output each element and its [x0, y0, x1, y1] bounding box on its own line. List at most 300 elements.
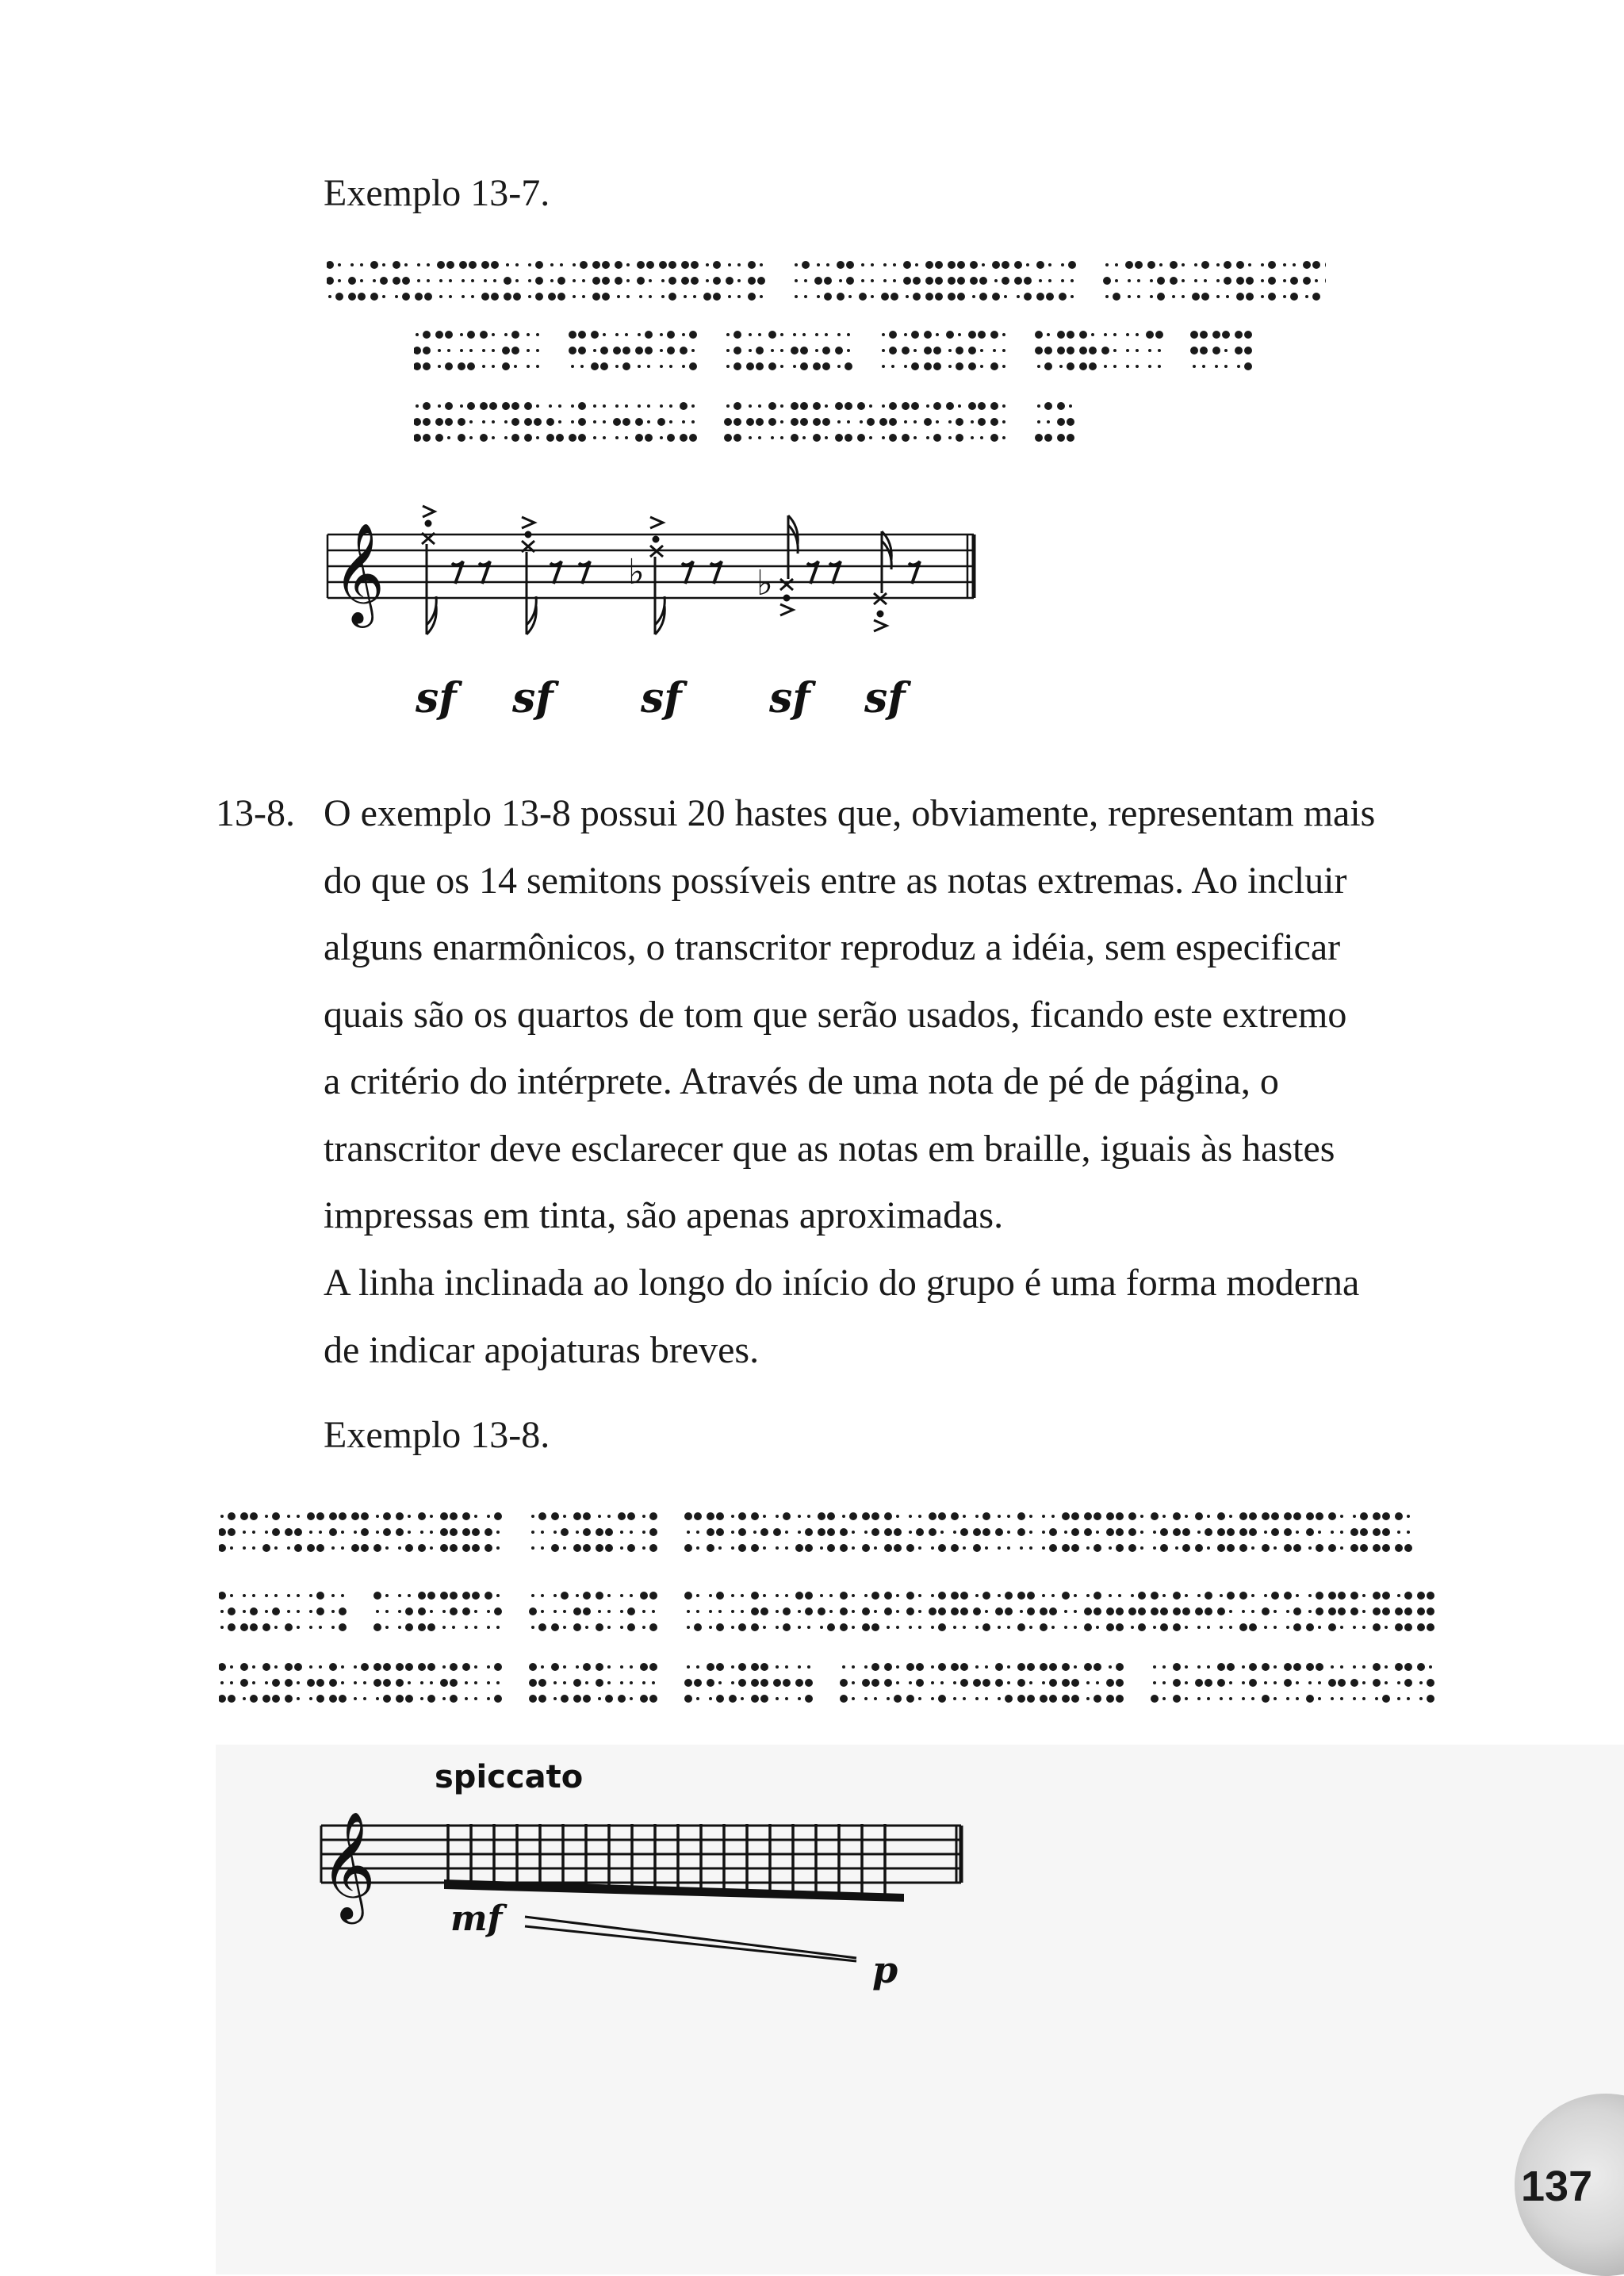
- braille-dot-raised: [822, 362, 830, 370]
- braille-dot-raised: [1427, 1592, 1434, 1600]
- braille-dot-flat: [550, 279, 553, 282]
- braille-dot-flat: [341, 1531, 344, 1534]
- braille-dot-flat: [909, 1515, 912, 1518]
- braille-dot-raised: [1062, 1544, 1070, 1552]
- braille-dot-flat: [741, 1697, 744, 1700]
- braille-dot-flat: [439, 279, 442, 282]
- braille-dot-flat: [785, 1531, 788, 1534]
- braille-dot-flat: [528, 295, 531, 298]
- braille-dot-raised: [694, 1512, 702, 1520]
- braille-dot-flat: [771, 436, 774, 439]
- braille-dot-raised: [871, 1528, 879, 1536]
- braille-dot-flat: [625, 333, 628, 336]
- braille-dot-raised: [1024, 293, 1032, 301]
- braille-dot-flat: [642, 1546, 645, 1550]
- braille-dot-flat: [1264, 1594, 1267, 1597]
- braille-dot-raised: [228, 1528, 236, 1536]
- braille-dot-raised: [450, 1679, 458, 1687]
- braille-dot-flat: [1042, 1681, 1045, 1684]
- braille-dot-flat: [1215, 365, 1218, 368]
- braille-dot-raised: [1224, 261, 1231, 269]
- braille-dot-flat: [1086, 1697, 1090, 1700]
- braille-dot-raised: [219, 1528, 226, 1536]
- braille-dot-raised: [1312, 293, 1320, 301]
- braille-dot-raised: [414, 347, 421, 354]
- braille-dot-flat: [1197, 1626, 1201, 1629]
- braille-dot-raised: [1173, 1695, 1181, 1703]
- braille-dot-flat: [936, 420, 939, 423]
- braille-dot-raised: [467, 331, 475, 339]
- braille-dot-flat: [1048, 279, 1051, 282]
- braille-dot-raised: [1262, 1544, 1270, 1552]
- braille-dot-raised: [1227, 1663, 1235, 1671]
- braille-dot-flat: [696, 1665, 699, 1669]
- braille-dot-raised: [862, 1512, 870, 1520]
- paragraph-2: [324, 1250, 1463, 1384]
- braille-dot-flat: [460, 349, 463, 352]
- braille-dot-raised: [857, 434, 865, 442]
- braille-dot-flat: [1216, 295, 1220, 298]
- braille-dot-flat: [1224, 365, 1228, 368]
- braille-dot-raised: [316, 1695, 324, 1703]
- dynamic-sf: sf: [864, 674, 906, 722]
- braille-dot-flat: [906, 295, 909, 298]
- braille-dot-raised: [1071, 1512, 1079, 1520]
- braille-dot-flat: [1061, 263, 1064, 266]
- braille-dot-raised: [262, 1663, 270, 1671]
- braille-dot-flat: [869, 436, 872, 439]
- braille-dot-flat: [1296, 1594, 1299, 1597]
- braille-dot-flat: [1264, 1681, 1267, 1684]
- braille-dot-raised: [646, 261, 654, 269]
- braille-dot-raised: [622, 418, 630, 426]
- braille-dot-raised: [1035, 331, 1043, 339]
- braille-dot-raised: [1427, 1679, 1434, 1687]
- braille-dot-flat: [1026, 263, 1029, 266]
- braille-dot-raised: [480, 331, 488, 339]
- braille-dot-raised: [551, 1623, 559, 1631]
- braille-dot-raised: [1155, 331, 1163, 339]
- braille-dot-flat: [953, 1697, 956, 1700]
- braille-dot-raised: [640, 1663, 648, 1671]
- braille-dot-raised: [1217, 1679, 1225, 1687]
- braille-dot-flat: [354, 1681, 357, 1684]
- braille-dot-raised: [1116, 1695, 1124, 1703]
- braille-dot-flat: [460, 404, 463, 408]
- braille-dot-raised: [748, 277, 756, 285]
- braille-dot-flat: [871, 279, 874, 282]
- braille-dot-flat: [1029, 1531, 1032, 1534]
- braille-dot-flat: [780, 365, 783, 368]
- braille-dot-flat: [882, 365, 885, 368]
- braille-dot-raised: [627, 1544, 635, 1552]
- braille-dot-raised: [396, 1512, 404, 1520]
- braille-dot-flat: [1274, 1546, 1277, 1550]
- braille-dot-raised: [751, 1695, 759, 1703]
- braille-dot-flat: [1086, 1546, 1090, 1550]
- braille-dot-raised: [889, 347, 897, 354]
- braille-dot-raised: [1246, 293, 1254, 301]
- braille-dot-raised: [418, 1607, 426, 1615]
- braille-dot-raised: [716, 1623, 724, 1631]
- braille-dot-flat: [1128, 295, 1131, 298]
- braille-dot-flat: [1397, 1681, 1400, 1684]
- braille-dot-raised: [1303, 277, 1311, 285]
- braille-dot-flat: [1194, 279, 1197, 282]
- braille-dot-raised: [262, 1544, 270, 1552]
- braille-dot-raised: [840, 1679, 848, 1687]
- braille-dot-raised: [973, 1679, 981, 1687]
- braille-dot-flat: [1051, 1515, 1055, 1518]
- braille-dot-raised: [1293, 1544, 1301, 1552]
- braille-dot-flat: [731, 1610, 734, 1613]
- braille-dot-flat: [985, 1665, 988, 1669]
- braille-dot-flat: [638, 365, 641, 368]
- braille-dot-raised: [1244, 347, 1252, 354]
- braille-dot-flat: [1229, 1515, 1232, 1518]
- braille-dot-raised: [659, 261, 667, 269]
- braille-dot-flat: [737, 295, 741, 298]
- braille-dot-raised: [1306, 1528, 1314, 1536]
- braille-dot-flat: [1020, 1610, 1023, 1613]
- braille-dot-flat: [1109, 1546, 1112, 1550]
- braille-dot-raised: [548, 293, 556, 301]
- braille-dot-flat: [598, 1515, 601, 1518]
- braille-dot-raised: [427, 1592, 435, 1600]
- braille-dot-flat: [287, 1594, 290, 1597]
- braille-dot-flat: [287, 1515, 290, 1518]
- braille-dot-flat: [243, 1546, 246, 1550]
- braille-dot-raised: [859, 293, 867, 301]
- braille-dot-raised: [995, 1663, 1003, 1671]
- braille-dot-raised: [396, 1679, 404, 1687]
- braille-dot-flat: [447, 436, 450, 439]
- braille-dot-raised: [1212, 347, 1220, 354]
- braille-dot-raised: [405, 1544, 413, 1552]
- braille-dot-raised: [1316, 1544, 1323, 1552]
- braille-dot-flat: [309, 1610, 312, 1613]
- braille-dot-raised: [513, 293, 521, 301]
- braille-dot-flat: [874, 1546, 877, 1550]
- braille-dot-flat: [607, 1626, 611, 1629]
- braille-dot-flat: [953, 1531, 956, 1534]
- braille-dot-raised: [450, 1512, 458, 1520]
- braille-dot-raised: [837, 293, 845, 301]
- braille-dot-raised: [840, 1544, 848, 1552]
- braille-dot-raised: [529, 1695, 537, 1703]
- braille-dot-flat: [861, 279, 864, 282]
- braille-dot-flat: [639, 295, 642, 298]
- braille-dot-flat: [1007, 1531, 1010, 1534]
- braille-dot-flat: [864, 1665, 868, 1669]
- braille-dot-flat: [382, 295, 385, 298]
- braille-dot-flat: [1126, 333, 1129, 336]
- braille-dot-raised: [768, 418, 776, 426]
- braille-dot-raised: [1382, 1512, 1390, 1520]
- braille-dot-raised: [1017, 1663, 1025, 1671]
- braille-dot-raised: [592, 261, 600, 269]
- braille-dot-flat: [696, 1697, 699, 1700]
- braille-dot-flat: [363, 1697, 366, 1700]
- braille-dot-raised: [605, 1528, 613, 1536]
- braille-dot-flat: [1318, 1697, 1321, 1700]
- braille-dot-raised: [469, 261, 477, 269]
- braille-dot-flat: [598, 1697, 601, 1700]
- braille-dot-raised: [707, 1544, 714, 1552]
- braille-dot-raised: [680, 434, 688, 442]
- braille-dot-raised: [1200, 347, 1208, 354]
- braille-dot-raised: [968, 362, 976, 370]
- braille-dot-raised: [361, 1528, 369, 1536]
- braille-dot-flat: [417, 279, 420, 282]
- braille-dot-raised: [1360, 1512, 1368, 1520]
- braille-dot-flat: [487, 1681, 490, 1684]
- braille-dot-flat: [297, 1515, 300, 1518]
- braille-dot-flat: [638, 333, 641, 336]
- braille-dot-flat: [1113, 365, 1116, 368]
- braille-dot-flat: [837, 365, 841, 368]
- braille-dot-raised: [733, 434, 741, 442]
- braille-dot-raised: [960, 1528, 968, 1536]
- braille-dot-flat: [1385, 1681, 1388, 1684]
- braille-dot-raised: [316, 1544, 324, 1552]
- braille-dot-flat: [998, 1594, 1001, 1597]
- braille-dot-flat: [1340, 1546, 1343, 1550]
- braille-dot-raised: [645, 347, 653, 354]
- braille-dot-flat: [1331, 1531, 1334, 1534]
- braille-dot-flat: [504, 333, 508, 336]
- braille-dot-flat: [860, 420, 863, 423]
- braille-dot-raised: [1262, 1607, 1270, 1615]
- braille-dot-flat: [420, 1697, 423, 1700]
- braille-dot-raised: [684, 1512, 692, 1520]
- braille-dot-raised: [393, 261, 400, 269]
- braille-dot-flat: [682, 365, 685, 368]
- braille-dot-raised: [561, 1695, 569, 1703]
- braille-dot-flat: [1104, 365, 1107, 368]
- braille-dot-flat: [265, 1681, 268, 1684]
- braille-dot-flat: [758, 404, 761, 408]
- braille-dot-raised: [1138, 1607, 1146, 1615]
- braille-dot-flat: [496, 1531, 500, 1534]
- braille-dot-raised: [948, 293, 956, 301]
- braille-dot-raised: [1395, 1623, 1403, 1631]
- braille-dot-flat: [696, 1546, 699, 1550]
- braille-dot-flat: [536, 365, 539, 368]
- braille-dot-flat: [560, 263, 563, 266]
- braille-dot-raised: [957, 261, 965, 269]
- braille-dot-flat: [1229, 1626, 1232, 1629]
- braille-dot-flat: [793, 333, 796, 336]
- braille-dot-flat: [474, 1665, 477, 1669]
- braille-dot-raised: [546, 434, 554, 442]
- braille-dot-flat: [528, 279, 531, 282]
- braille-dot-flat: [580, 365, 584, 368]
- braille-dot-flat: [936, 333, 939, 336]
- braille-dot-raised: [405, 1623, 413, 1631]
- braille-dot-raised: [791, 402, 799, 410]
- braille-dot-raised: [1235, 347, 1243, 354]
- braille-dot-flat: [948, 420, 952, 423]
- braille-dot-raised: [1113, 293, 1120, 301]
- braille-dot-raised: [1271, 1528, 1279, 1536]
- braille-dot-raised: [802, 261, 810, 269]
- braille-dot-raised: [751, 1663, 759, 1671]
- braille-dot-raised: [1017, 1695, 1025, 1703]
- braille-dot-flat: [795, 279, 798, 282]
- braille-dot-raised: [990, 331, 998, 339]
- braille-dot-flat: [438, 404, 441, 408]
- braille-dot-raised: [760, 1679, 768, 1687]
- braille-dot-flat: [1004, 295, 1007, 298]
- braille-dot-raised: [1049, 1544, 1057, 1552]
- braille-dot-flat: [474, 1515, 477, 1518]
- braille-dot-raised: [1306, 1512, 1314, 1520]
- braille-dot-flat: [1148, 349, 1151, 352]
- braille-dot-flat: [1020, 1546, 1023, 1550]
- braille-dot-raised: [1417, 1663, 1425, 1671]
- braille-dot-flat: [753, 1531, 756, 1534]
- braille-dot-raised: [262, 1695, 270, 1703]
- braille-dot-flat: [842, 1665, 845, 1669]
- braille-dot-flat: [963, 1626, 966, 1629]
- svg-text:𝄞: 𝄞: [320, 1810, 376, 1919]
- braille-dot-raised: [835, 402, 843, 410]
- braille-dot-flat: [980, 349, 983, 352]
- braille-dot-flat: [931, 1594, 934, 1597]
- braille-dot-raised: [1040, 1623, 1048, 1631]
- braille-dot-flat: [1261, 295, 1264, 298]
- braille-dot-flat: [893, 263, 896, 266]
- braille-dot-flat: [593, 404, 596, 408]
- braille-dot-flat: [1136, 333, 1139, 336]
- braille-dot-flat: [882, 404, 885, 408]
- braille-dot-flat: [802, 436, 806, 439]
- braille-dot-flat: [603, 404, 606, 408]
- braille-dot-flat: [780, 333, 783, 336]
- dynamic-sf: sf: [641, 674, 682, 722]
- braille-dot-raised: [1062, 1512, 1070, 1520]
- braille-dot-raised: [995, 1607, 1003, 1615]
- braille-dot-raised: [871, 1679, 879, 1687]
- braille-dot-raised: [538, 1695, 546, 1703]
- braille-dot-raised: [857, 402, 865, 410]
- braille-dot-raised: [557, 293, 565, 301]
- braille-dot-raised: [373, 1679, 381, 1687]
- braille-dot-raised: [348, 277, 356, 285]
- braille-dot-flat: [1158, 349, 1161, 352]
- braille-dot-flat: [1397, 1697, 1400, 1700]
- braille-dot-flat: [763, 1594, 766, 1597]
- braille-dot-raised: [1201, 293, 1209, 301]
- braille-dot-raised: [511, 331, 519, 339]
- braille-dot-flat: [820, 1546, 823, 1550]
- braille-dot-flat: [408, 1515, 411, 1518]
- braille-dot-raised: [383, 1663, 391, 1671]
- braille-dot-raised: [1049, 1607, 1057, 1615]
- braille-dot-flat: [319, 1626, 322, 1629]
- braille-dot-raised: [840, 1528, 848, 1536]
- braille-dot-raised: [316, 1592, 324, 1600]
- braille-dot-flat: [815, 333, 818, 336]
- page-number: 137: [1521, 2163, 1593, 2210]
- braille-dot-raised: [1249, 1623, 1257, 1631]
- braille-dot-raised: [1217, 1512, 1225, 1520]
- braille-dot-flat: [1202, 365, 1205, 368]
- braille-dot-flat: [706, 263, 709, 266]
- braille-dot-raised: [822, 347, 830, 354]
- braille-dot-raised: [285, 1679, 293, 1687]
- braille-dot-flat: [807, 1665, 810, 1669]
- braille-dot-raised: [1027, 1663, 1035, 1671]
- braille-dot-raised: [791, 347, 799, 354]
- braille-dot-raised: [418, 1623, 426, 1631]
- braille-dot-flat: [487, 1665, 490, 1669]
- braille-dot-flat: [975, 1697, 979, 1700]
- braille-dot-flat: [1153, 1665, 1156, 1669]
- braille-dot-raised: [481, 261, 489, 269]
- braille-dot-flat: [1162, 1594, 1166, 1597]
- braille-dot-flat: [741, 1594, 744, 1597]
- braille-dot-flat: [496, 1626, 500, 1629]
- braille-dot-raised: [1382, 1607, 1390, 1615]
- braille-dot-flat: [630, 1665, 633, 1669]
- braille-dot-flat: [882, 349, 885, 352]
- braille-dot-flat: [541, 1610, 544, 1613]
- braille-dot-flat: [1002, 436, 1005, 439]
- braille-dot-raised: [889, 402, 897, 410]
- braille-dot-raised: [1217, 1663, 1225, 1671]
- braille-dot-flat: [1216, 279, 1220, 282]
- braille-dot-raised: [491, 261, 499, 269]
- braille-dot-flat: [338, 279, 341, 282]
- braille-dot-flat: [465, 1626, 468, 1629]
- braille-dot-flat: [1136, 349, 1139, 352]
- braille-dot-flat: [647, 404, 650, 408]
- braille-dot-raised: [751, 1512, 759, 1520]
- braille-dot-flat: [1042, 1594, 1045, 1597]
- braille-dot-flat: [474, 1610, 477, 1613]
- braille-dot-raised: [219, 1663, 226, 1671]
- braille-dot-flat: [1150, 295, 1153, 298]
- braille-dot-flat: [1086, 1594, 1090, 1597]
- braille-dot-flat: [408, 1681, 411, 1684]
- braille-dot-flat: [1137, 279, 1140, 282]
- braille-dot-raised: [361, 1663, 369, 1671]
- braille-dot-flat: [691, 404, 695, 408]
- braille-dot-flat: [585, 1626, 588, 1629]
- braille-dot-flat: [563, 1665, 566, 1669]
- braille-dot-flat: [896, 1594, 899, 1597]
- braille-dot-raised: [862, 1679, 870, 1687]
- braille-dot-raised: [583, 1592, 591, 1600]
- braille-dot-raised: [1290, 293, 1298, 301]
- braille-dot-flat: [1029, 1681, 1032, 1684]
- braille-dot-flat: [492, 436, 495, 439]
- dynamic-sf: sf: [769, 674, 810, 722]
- braille-dot-raised: [916, 1679, 924, 1687]
- braille-dot-flat: [531, 1515, 534, 1518]
- braille-dot-flat: [506, 263, 509, 266]
- braille-dot-flat: [252, 1665, 255, 1669]
- braille-dot-flat: [1158, 365, 1161, 368]
- text-line: transcritor deve esclarecer que as notas em braille, iguais às hastes: [324, 1127, 1335, 1170]
- braille-dot-flat: [718, 1681, 722, 1684]
- braille-dot-flat: [918, 1697, 921, 1700]
- braille-dot-flat: [1197, 1697, 1201, 1700]
- braille-dot-flat: [309, 1594, 312, 1597]
- braille-dot-flat: [795, 295, 798, 298]
